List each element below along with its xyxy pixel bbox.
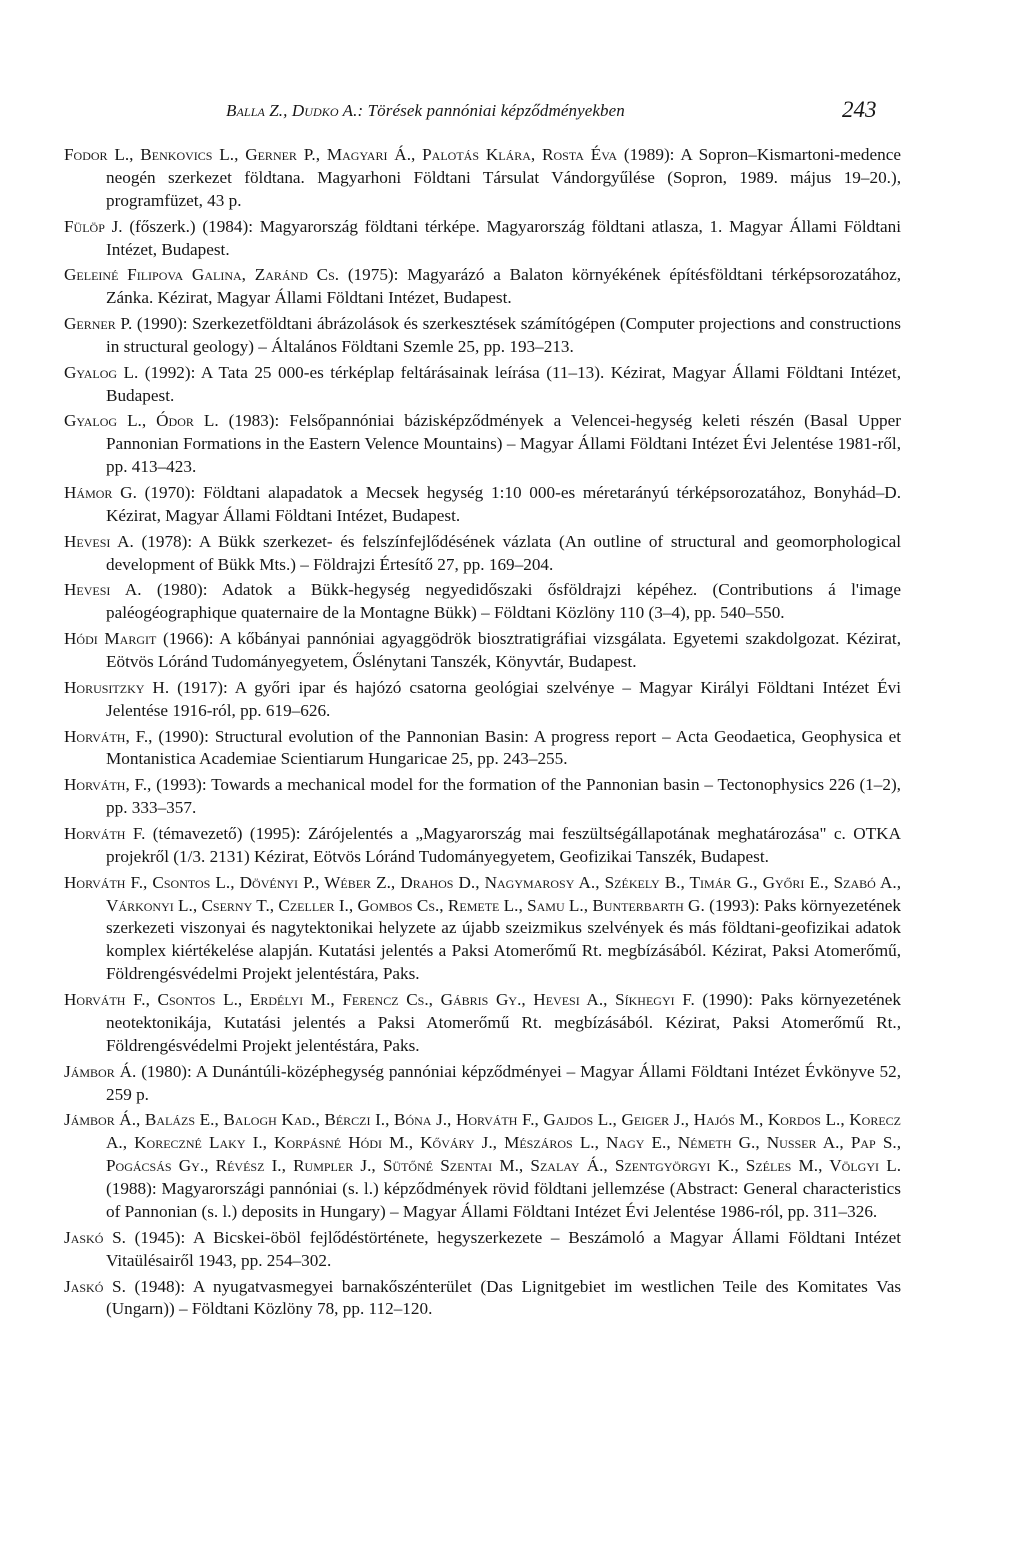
reference-text: (1980): A Dunántúli-középhegység pannóniai képződményei – Magyar Állami Földtani Intézet Évkönyve 52, 259 p. xyxy=(106,1061,901,1104)
reference-entry xyxy=(64,774,901,820)
reference-text: (1990): Structural evolution of the Pannonian Basin: A progress report – Acta Geodaetica, Geophysica et Montanistica Academiae Scientiarum Hungaricae 25, pp. 243–255. xyxy=(106,726,901,769)
reference-authors: Gyalog L. xyxy=(64,362,139,382)
reference-authors: Horusitzky H. xyxy=(64,677,170,697)
reference-entry xyxy=(64,677,901,723)
reference-authors: Jámbor Á., Balázs E., Balogh Kad., Bérczi I., Bóna J., Horváth F., Gajdos L., Geiger J., Hajós M., Kordos L., Korecz A., Koreczné Laky I., Korpásné Hódi M., Kőváry J., Mészáros L., Nagy E., Németh G., Nusser A., Pap S., Pogácsás Gy., Révész I., Rumpler J., Sütőné Szentai M., Szalay Á., Szentgyörgyi K., Széles M., Völgyi L. xyxy=(64,1110,901,1176)
reference-text: (1992): A Tata 25 000-es térképlap feltárásainak leírása (11–13). Kézirat, Magyar Állami Földtani Intézet, Budapest. xyxy=(106,362,902,405)
reference-entry xyxy=(64,872,901,987)
reference-authors: Fülöp J. xyxy=(64,216,123,236)
reference-authors: Gyalog L., Ódor L. xyxy=(64,411,219,431)
running-head-authors: Balla Z., Dudko A.: xyxy=(226,101,364,120)
reference-authors: Hódi Margit xyxy=(64,629,157,649)
reference-entry xyxy=(64,313,901,359)
reference-authors: Horváth F., Csontos L., Erdélyi M., Ferencz Cs., Gábris Gy., Hevesi A., Síkhegyi F. xyxy=(64,990,695,1010)
reference-authors: Gerner P. xyxy=(64,314,133,334)
reference-authors: Jaskó S. xyxy=(64,1276,126,1296)
reference-authors: Hevesi A. xyxy=(64,580,142,600)
reference-text: (1993): Paks környezetének szerkezeti viszonyai és nagytektonikai helyzete az újabb szeizmikus szelvények és más földtani-geofizikai adatok komplex kiértékelése alapján. Kutatási jelentés a Paksi Atomerőmű Rt. megbízásából. Kézirat, Paksi Atomerőmű, Földrengésvédelmi Projekt jelentéstára, Paks. xyxy=(106,895,901,984)
reference-authors: Jaskó S. xyxy=(64,1227,126,1247)
reference-text: (1948): A nyugatvasmegyei barnakőszénterület (Das Lignitgebiet im westlichen Teile des Komitates Vas (Ungarn)) – Földtani Közlöny 78, pp. 112–120. xyxy=(106,1276,902,1319)
reference-authors: Horváth, F., xyxy=(64,726,153,746)
reference-text: (1989): A Sopron–Kismartoni-medence neogén szerkezet földtana. Magyarhoni Földtani Társulat Vándorgyűlése (Sopron, 1989. május 19–20.), programfüzet, 43 p. xyxy=(106,145,901,210)
reference-entry xyxy=(64,264,901,310)
running-head xyxy=(226,101,806,121)
reference-text: (1917): A győri ipar és hajózó csatorna geológiai szelvénye – Magyar Királyi Földtani Intézet Évi Jelentése 1916-ról, pp. 619–626. xyxy=(106,677,901,720)
reference-authors: Horváth F. xyxy=(64,823,146,843)
reference-entry xyxy=(64,989,901,1058)
reference-text: (1988): Magyarországi pannóniai (s. l.) képződmények rövid földtani jellemzése (Abstract: General characteristics of Pannonian (s. l.) deposits in Hungary) – Magyar Állami Földtani Intézet Évi Jelentése 1986-ról, pp. 311–326. xyxy=(106,1179,901,1222)
reference-authors: Hámor G. xyxy=(64,483,137,503)
reference-authors: Fodor L., Benkovics L., Gerner P., Magyari Á., Palotás Klára, Rosta Éva xyxy=(64,145,618,164)
reference-entry xyxy=(64,579,901,625)
reference-authors: Horváth, F., xyxy=(64,775,152,795)
running-head-title: Törések pannóniai képződményekben xyxy=(367,101,625,120)
reference-entry xyxy=(64,216,901,262)
reference-entry xyxy=(64,726,901,772)
reference-authors: Horváth F., Csontos L., Dövényi P., Wéber Z., Drahos D., Nagymarosy A., Székely B., Timár G., Győri E., Szabó A., Várkonyi L., Cserny T., Czeller I., Gombos Cs., Remete L., Samu L., Bunterbarth G. xyxy=(64,872,901,915)
reference-entry xyxy=(64,628,901,674)
reference-entry xyxy=(64,1227,901,1273)
reference-entry xyxy=(64,1109,901,1224)
reference-text: (1975): Magyarázó a Balaton környékének építésföldtani térképsorozatához, Zánka. Kézirat, Magyar Állami Földtani Intézet, Budapest. xyxy=(106,265,901,308)
reference-text: (1980): Adatok a Bükk-hegység negyedidőszaki ősföldrajzi képéhez. (Contributions á l'image paléogéographique quaternaire de la Montagne Bükk) – Földtani Közlöny 110 (3–4), pp. 540–550. xyxy=(106,580,901,623)
reference-text: (témavezető) (1995): Zárójelentés a „Magyarország mai feszültségállapotának meghatározása" c. OTKA projekről (1/3. 2131) Kézirat, Eötvös Lóránd Tudományegyetem, Geofizikai Tanszék, Budapest. xyxy=(106,823,901,866)
reference-entry xyxy=(64,531,901,577)
reference-entry xyxy=(64,362,901,408)
reference-authors: Geleiné Filipova Galina, Zaránd Cs. xyxy=(64,265,340,285)
reference-text: (főszerk.) (1984): Magyarország földtani térképe. Magyarország földtani atlasza, 1. Magyar Állami Földtani Intézet, Budapest. xyxy=(106,216,901,259)
reference-authors: Jámbor Á. xyxy=(64,1061,137,1081)
reference-text: (1983): Felsőpannóniai bázisképződmények a Velencei-hegység keleti részén (Basal Upper Pannonian Formations in the Eastern Velence Mountains) – Magyar Állami Földtani Intézet Évi Jelentése 1981-ről, pp. 413–423. xyxy=(106,411,902,477)
reference-text: (1993): Towards a mechanical model for the formation of the Pannonian basin – Tectonophysics 226 (1–2), pp. 333–357. xyxy=(106,775,901,818)
page-number: 243 xyxy=(842,97,877,122)
reference-text: (1978): A Bükk szerkezet- és felszínfejlődésének vázlata (An outline of structural and geomorphological development of Bükk Mts.) – Földrajzi Értesítő 27, pp. 169–204. xyxy=(106,531,901,574)
reference-text: (1970): Földtani alapadatok a Mecsek hegység 1:10 000-es méretarányú térképsorozatához, Bonyhád–D. Kézirat, Magyar Állami Földtani Intézet, Budapest. xyxy=(106,483,901,525)
reference-entry xyxy=(64,1276,901,1322)
reference-text: (1990): Szerkezetföldtani ábrázolások és szerkesztések számítógépen (Computer projections and constructions in structural geology) – Általános Földtani Szemle 25, pp. 193–213. xyxy=(106,314,901,356)
reference-entry xyxy=(64,410,901,479)
reference-entry xyxy=(64,823,901,869)
reference-text: (1990): Paks környezetének neotektonikája, Kutatási jelentés a Paksi Atomerőmű Rt. megbízásából. Kézirat, Paksi Atomerőmű Rt., Földrengésvédelmi Projekt jelentéstára, Paks. xyxy=(106,990,901,1055)
reference-entry xyxy=(64,482,901,528)
reference-list xyxy=(64,144,901,1324)
reference-text: (1945): A Bicskei-öböl fejlődéstörténete, hegyszerkezete – Beszámoló a Magyar Állami Földtani Intézet Vitaülésairől 1943, pp. 254–302. xyxy=(106,1227,901,1270)
reference-authors: Hevesi A. xyxy=(64,531,134,551)
reference-entry xyxy=(64,144,901,213)
reference-entry xyxy=(64,1061,901,1107)
reference-text: (1966): A kőbányai pannóniai agyaggödrök biosztratigráfiai vizsgálata. Egyetemi szakdolgozat. Kézirat, Eötvös Lóránd Tudományegyetem, Őslénytani Tanszék, Könyvtár, Budapest. xyxy=(106,629,901,672)
